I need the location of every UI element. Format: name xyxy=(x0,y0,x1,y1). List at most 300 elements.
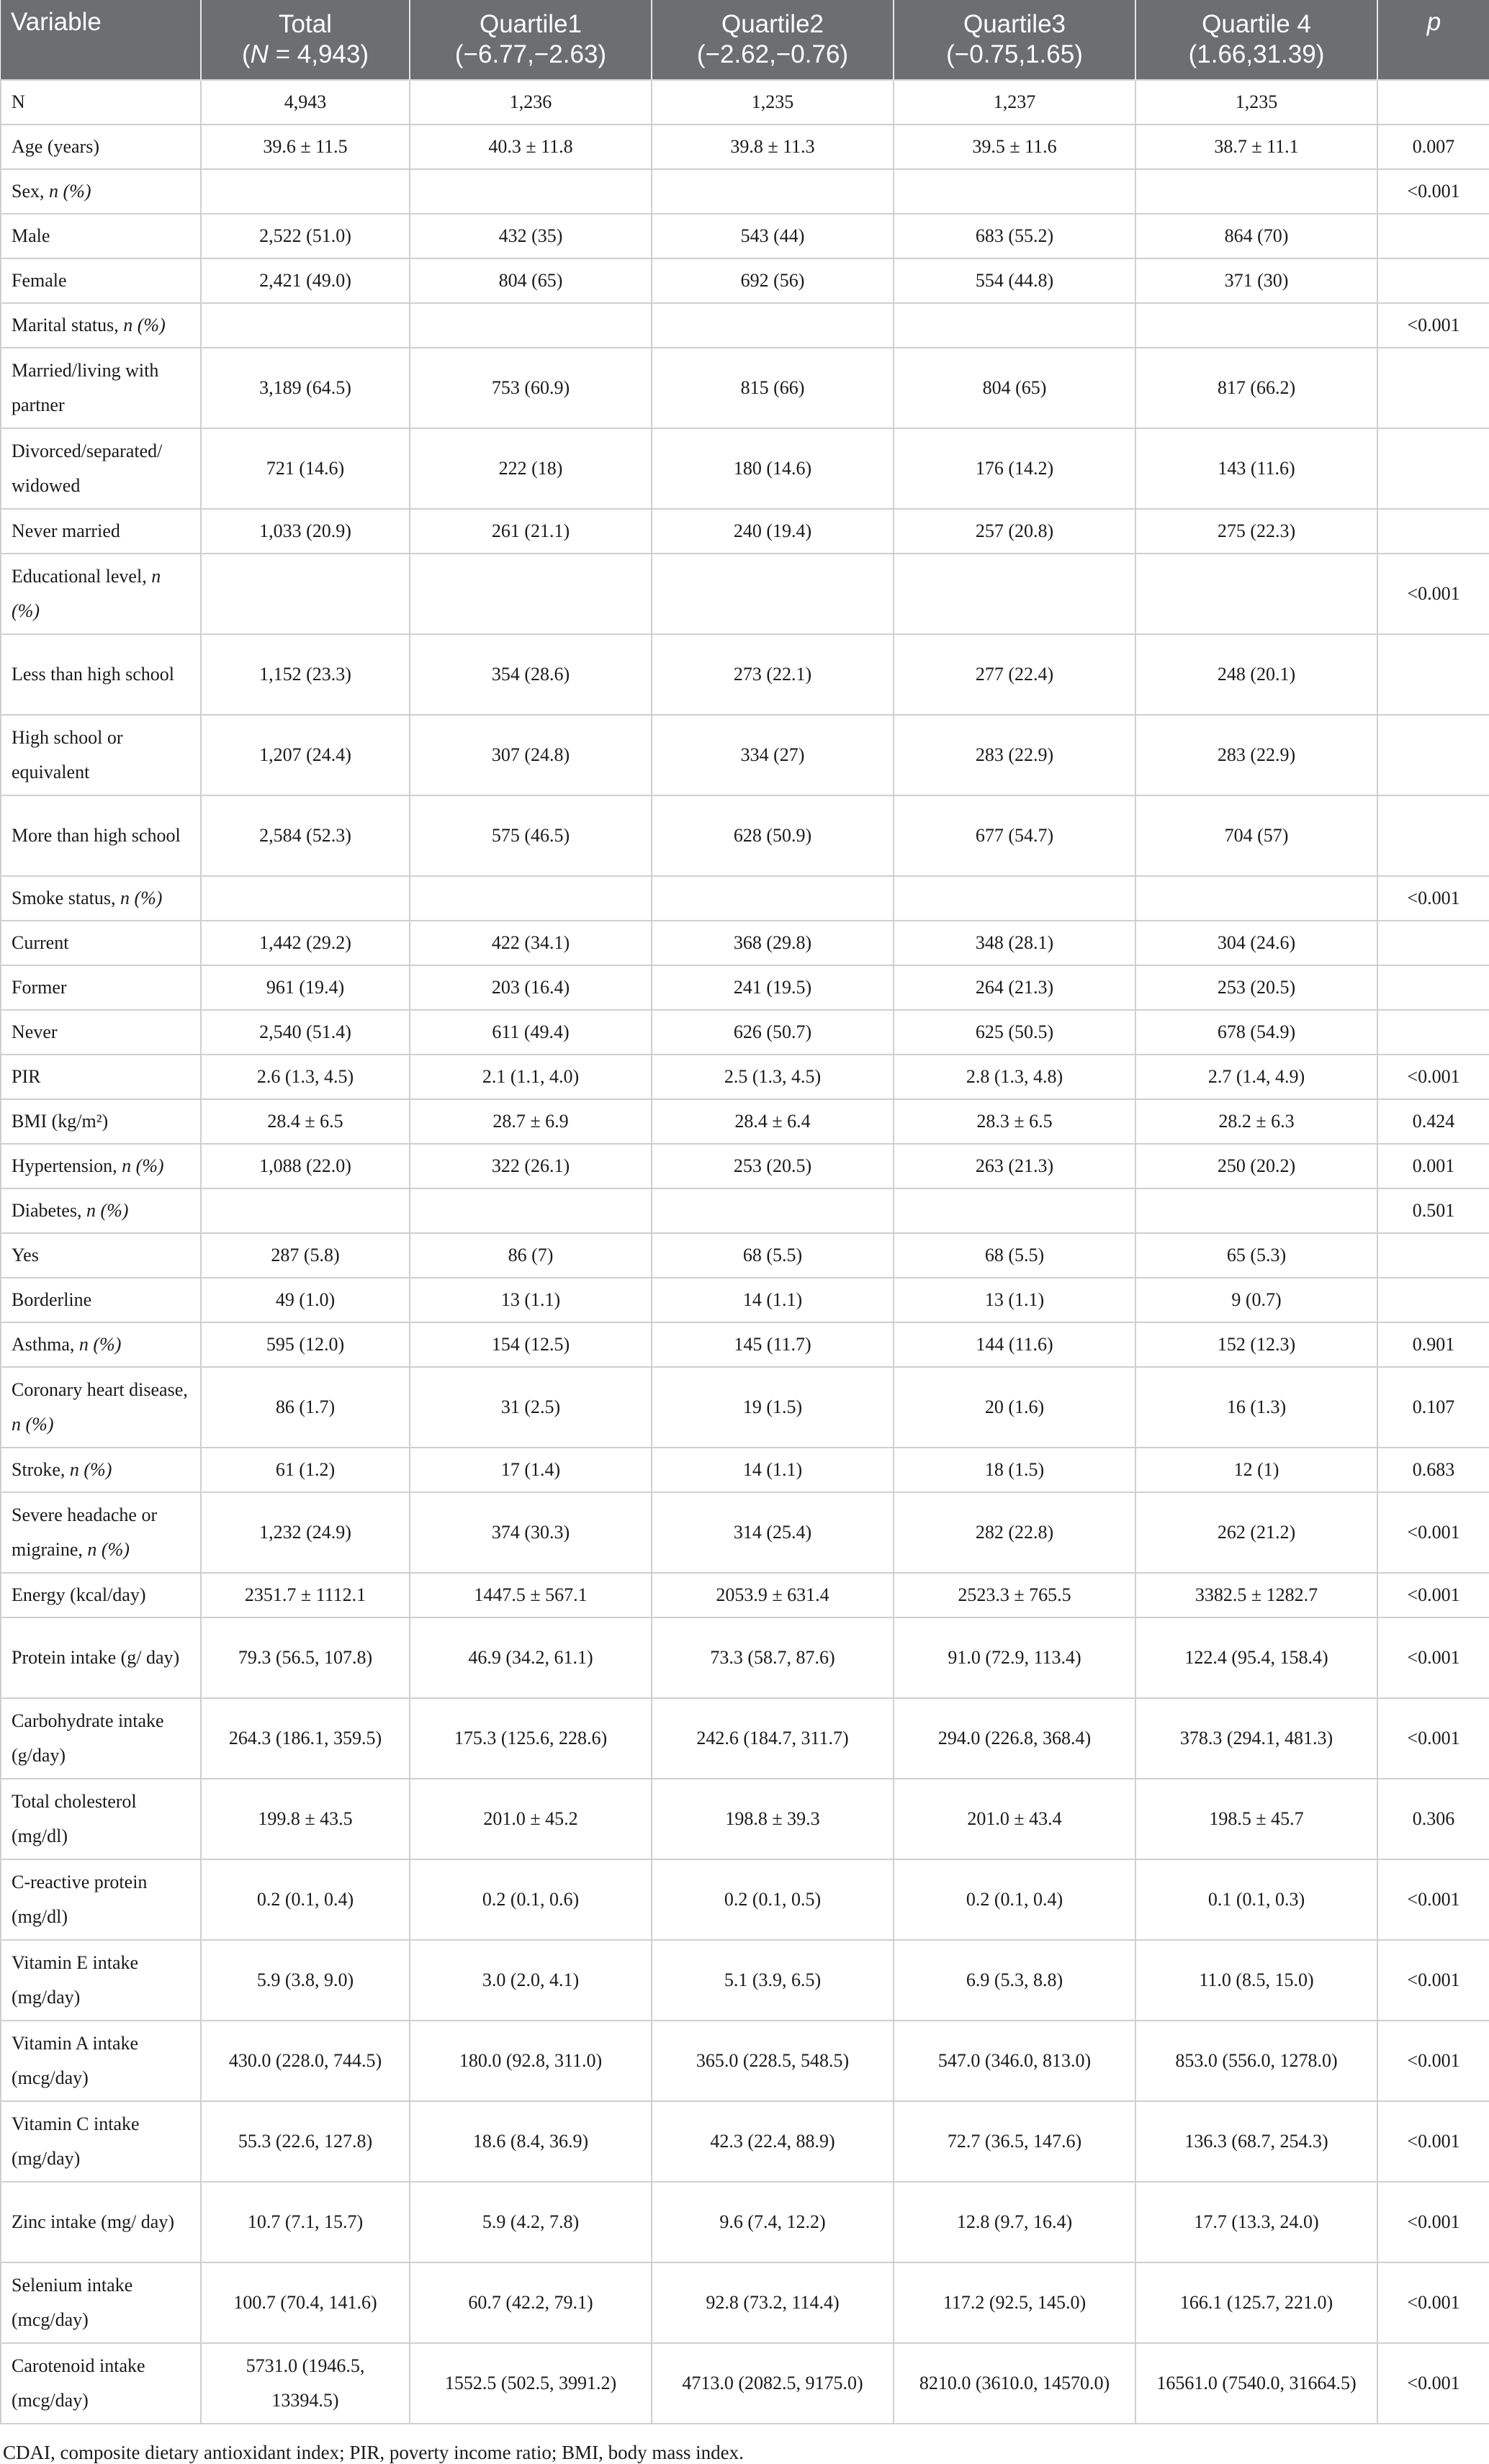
table-row xyxy=(1,795,1489,876)
row-variable-text: Married/living with partner xyxy=(12,360,159,415)
cell-quartile4: 1,235 xyxy=(1135,80,1377,125)
cell-total: 1,207 (24.4) xyxy=(201,715,410,795)
cell-p-value xyxy=(1377,1010,1489,1055)
table-row xyxy=(1,1233,1489,1278)
row-variable-text: Divorced/separated/ widowed xyxy=(12,441,163,496)
cell-quartile2: 14 (1.1) xyxy=(652,1448,894,1492)
header-quartile1-line2: (−6.77,−2.63) xyxy=(454,40,607,68)
cell-quartile3: 117.2 (92.5, 145.0) xyxy=(894,2262,1135,2343)
cell-p-value: <0.001 xyxy=(1377,2262,1489,2343)
cell-total: 2,522 (51.0) xyxy=(201,214,410,258)
row-variable-text: Stroke, xyxy=(12,1459,70,1480)
cell-quartile1: 422 (34.1) xyxy=(410,921,652,965)
cell-quartile3: 1,237 xyxy=(894,80,1135,125)
cell-quartile3: 625 (50.5) xyxy=(894,1010,1135,1055)
cell-p-value xyxy=(1377,921,1489,965)
table-row xyxy=(1,1448,1489,1492)
cell-quartile2: 273 (22.1) xyxy=(652,634,894,715)
cell-total: 961 (19.4) xyxy=(201,965,410,1010)
cell-total: 199.8 ± 43.5 xyxy=(201,1779,410,1859)
cell-quartile4: 678 (54.9) xyxy=(1135,1010,1377,1055)
cell-quartile4: 371 (30) xyxy=(1135,258,1377,303)
cell-quartile3: 282 (22.8) xyxy=(894,1492,1135,1573)
row-variable-label xyxy=(1,965,201,1010)
cell-quartile2: 5.1 (3.9, 6.5) xyxy=(652,1940,894,2021)
cell-quartile3: 547.0 (346.0, 813.0) xyxy=(894,2021,1135,2101)
table-body xyxy=(1,80,1489,2424)
table-row xyxy=(1,214,1489,258)
row-variable-label xyxy=(1,1322,201,1367)
cell-total xyxy=(201,1188,410,1233)
cell-quartile2: 42.3 (22.4, 88.9) xyxy=(652,2101,894,2182)
cell-quartile2: 73.3 (58.7, 87.6) xyxy=(652,1617,894,1698)
cell-quartile2: 2053.9 ± 631.4 xyxy=(652,1573,894,1617)
row-variable-text: Carbohydrate intake (g/day) xyxy=(12,1710,164,1766)
cell-quartile2: 9.6 (7.4, 12.2) xyxy=(652,2182,894,2262)
cell-quartile4 xyxy=(1135,169,1377,214)
cell-quartile3: 348 (28.1) xyxy=(894,921,1135,965)
cell-p-value: <0.001 xyxy=(1377,1617,1489,1698)
cell-quartile1 xyxy=(410,303,652,348)
cell-p-value: <0.001 xyxy=(1377,554,1489,634)
cell-total: 287 (5.8) xyxy=(201,1233,410,1278)
cell-total: 4,943 xyxy=(201,80,410,125)
table-row xyxy=(1,1144,1489,1188)
cell-quartile3 xyxy=(894,169,1135,214)
cell-quartile3: 28.3 ± 6.5 xyxy=(894,1099,1135,1144)
cell-quartile3: 554 (44.8) xyxy=(894,258,1135,303)
cell-quartile4: 65 (5.3) xyxy=(1135,1233,1377,1278)
row-variable-label xyxy=(1,1617,201,1698)
header-total xyxy=(201,0,410,80)
cell-total xyxy=(201,876,410,921)
cell-quartile2: 626 (50.7) xyxy=(652,1010,894,1055)
cell-p-value: <0.001 xyxy=(1377,1573,1489,1617)
table-row xyxy=(1,1698,1489,1779)
cell-quartile3 xyxy=(894,554,1135,634)
header-total-post: = 4,943) xyxy=(268,40,369,68)
cell-quartile1: 46.9 (34.2, 61.1) xyxy=(410,1617,652,1698)
table-row xyxy=(1,2182,1489,2262)
cell-quartile3: 176 (14.2) xyxy=(894,428,1135,509)
row-variable-label xyxy=(1,1698,201,1779)
cell-quartile2: 815 (66) xyxy=(652,348,894,428)
cell-total: 595 (12.0) xyxy=(201,1322,410,1367)
cell-p-value: <0.001 xyxy=(1377,876,1489,921)
row-variable-text: Male xyxy=(12,225,50,246)
table-row xyxy=(1,80,1489,125)
row-variable-label xyxy=(1,303,201,348)
cell-quartile3: 0.2 (0.1, 0.4) xyxy=(894,1859,1135,1940)
row-variable-text: Educational level, xyxy=(12,566,152,587)
cell-p-value: 0.424 xyxy=(1377,1099,1489,1144)
row-variable-label xyxy=(1,80,201,125)
row-variable-label xyxy=(1,715,201,795)
cell-p-value: <0.001 xyxy=(1377,1492,1489,1573)
header-p-label: p xyxy=(1426,8,1441,36)
cell-quartile1: 3.0 (2.0, 4.1) xyxy=(410,1940,652,2021)
table-row xyxy=(1,965,1489,1010)
cell-quartile1: 28.7 ± 6.9 xyxy=(410,1099,652,1144)
row-variable-text: Zinc intake (mg/ day) xyxy=(12,2211,174,2232)
table-row xyxy=(1,348,1489,428)
cell-total: 430.0 (228.0, 744.5) xyxy=(201,2021,410,2101)
row-variable-suffix: n (%) xyxy=(12,1414,54,1435)
row-variable-label xyxy=(1,509,201,554)
cell-quartile1: 13 (1.1) xyxy=(410,1278,652,1322)
row-variable-label xyxy=(1,1099,201,1144)
row-variable-text: PIR xyxy=(12,1066,41,1087)
cell-total: 2,584 (52.3) xyxy=(201,795,410,876)
table-row xyxy=(1,1278,1489,1322)
table-row xyxy=(1,2262,1489,2343)
cell-quartile1: 432 (35) xyxy=(410,214,652,258)
cell-p-value: 0.007 xyxy=(1377,125,1489,169)
row-variable-label xyxy=(1,1188,201,1233)
row-variable-text: Protein intake (g/ day) xyxy=(12,1647,180,1668)
cell-p-value: <0.001 xyxy=(1377,2101,1489,2182)
header-total-italic: N xyxy=(250,40,269,68)
cell-quartile2: 28.4 ± 6.4 xyxy=(652,1099,894,1144)
cell-quartile2: 4713.0 (2082.5, 9175.0) xyxy=(652,2343,894,2424)
cell-quartile1: 322 (26.1) xyxy=(410,1144,652,1188)
cell-quartile4: 28.2 ± 6.3 xyxy=(1135,1099,1377,1144)
row-variable-text: Vitamin A intake (mcg/day) xyxy=(12,2033,139,2088)
cell-quartile1: 60.7 (42.2, 79.1) xyxy=(410,2262,652,2343)
header-quartile2 xyxy=(652,0,894,80)
cell-quartile1: 354 (28.6) xyxy=(410,634,652,715)
cell-quartile1: 261 (21.1) xyxy=(410,509,652,554)
cell-quartile1: 17 (1.4) xyxy=(410,1448,652,1492)
cell-total: 79.3 (56.5, 107.8) xyxy=(201,1617,410,1698)
cell-quartile1: 1552.5 (502.5, 3991.2) xyxy=(410,2343,652,2424)
cell-total: 5731.0 (1946.5, 13394.5) xyxy=(201,2343,410,2424)
cell-quartile3: 18 (1.5) xyxy=(894,1448,1135,1492)
cell-quartile1: 180.0 (92.8, 311.0) xyxy=(410,2021,652,2101)
cell-quartile4: 136.3 (68.7, 254.3) xyxy=(1135,2101,1377,2182)
row-variable-label xyxy=(1,2182,201,2262)
cell-total: 100.7 (70.4, 141.6) xyxy=(201,2262,410,2343)
cell-quartile4: 16561.0 (7540.0, 31664.5) xyxy=(1135,2343,1377,2424)
cell-p-value: 0.306 xyxy=(1377,1779,1489,1859)
cell-quartile3: 677 (54.7) xyxy=(894,795,1135,876)
cell-quartile4: 304 (24.6) xyxy=(1135,921,1377,965)
row-variable-text: Asthma, xyxy=(12,1334,79,1355)
cell-total xyxy=(201,554,410,634)
cell-quartile1: 0.2 (0.1, 0.6) xyxy=(410,1859,652,1940)
header-total-pre: ( xyxy=(241,40,251,68)
table-row xyxy=(1,428,1489,509)
row-variable-label xyxy=(1,1940,201,2021)
table-row xyxy=(1,1099,1489,1144)
cell-quartile4: 253 (20.5) xyxy=(1135,965,1377,1010)
cell-quartile1: 1447.5 ± 567.1 xyxy=(410,1573,652,1617)
header-quartile2-line1: Quartile2 xyxy=(721,10,824,38)
cell-total: 39.6 ± 11.5 xyxy=(201,125,410,169)
cell-p-value: <0.001 xyxy=(1377,2182,1489,2262)
header-quartile4-line1: Quartile 4 xyxy=(1202,10,1311,38)
row-variable-label xyxy=(1,1055,201,1099)
row-variable-label xyxy=(1,1492,201,1573)
cell-quartile4: 250 (20.2) xyxy=(1135,1144,1377,1188)
row-variable-label xyxy=(1,1448,201,1492)
row-variable-text: Vitamin C intake (mg/day) xyxy=(12,2113,140,2169)
cell-p-value: 0.501 xyxy=(1377,1188,1489,1233)
cell-quartile1: 175.3 (125.6, 228.6) xyxy=(410,1698,652,1779)
table-row xyxy=(1,2101,1489,2182)
cell-quartile1: 575 (46.5) xyxy=(410,795,652,876)
table-row xyxy=(1,554,1489,634)
row-variable-label xyxy=(1,258,201,303)
cell-quartile1: 804 (65) xyxy=(410,258,652,303)
table-row xyxy=(1,2021,1489,2101)
cell-quartile1: 1,236 xyxy=(410,80,652,125)
cell-quartile2: 240 (19.4) xyxy=(652,509,894,554)
cell-quartile1: 18.6 (8.4, 36.9) xyxy=(410,2101,652,2182)
header-variable: Variable xyxy=(1,0,201,80)
cell-total: 1,232 (24.9) xyxy=(201,1492,410,1573)
cell-quartile2: 253 (20.5) xyxy=(652,1144,894,1188)
row-variable-text: Vitamin E intake (mg/day) xyxy=(12,1952,139,2008)
cell-quartile2: 368 (29.8) xyxy=(652,921,894,965)
row-variable-suffix: n (%) xyxy=(120,888,163,908)
row-variable-text: Current xyxy=(12,932,69,953)
cell-p-value: 0.107 xyxy=(1377,1367,1489,1448)
cell-quartile3: 283 (22.9) xyxy=(894,715,1135,795)
table-row xyxy=(1,125,1489,169)
row-variable-label xyxy=(1,1367,201,1448)
cell-total: 264.3 (186.1, 359.5) xyxy=(201,1698,410,1779)
table-row xyxy=(1,715,1489,795)
cell-quartile3: 2523.3 ± 765.5 xyxy=(894,1573,1135,1617)
cell-p-value xyxy=(1377,795,1489,876)
header-p-value xyxy=(1377,0,1489,80)
row-variable-text: Smoke status, xyxy=(12,888,120,908)
row-variable-suffix: n (%) xyxy=(86,1200,129,1221)
cell-total: 28.4 ± 6.5 xyxy=(201,1099,410,1144)
cell-quartile2: 68 (5.5) xyxy=(652,1233,894,1278)
table-footnote: CDAI, composite dietary antioxidant index; PIR, poverty income ratio; BMI, body mass index. xyxy=(3,2442,744,2463)
cell-quartile4: 152 (12.3) xyxy=(1135,1322,1377,1367)
cell-quartile2: 198.8 ± 39.3 xyxy=(652,1779,894,1859)
cell-quartile2: 1,235 xyxy=(652,80,894,125)
table-row xyxy=(1,634,1489,715)
cell-total xyxy=(201,169,410,214)
cell-quartile3: 277 (22.4) xyxy=(894,634,1135,715)
cell-p-value xyxy=(1377,965,1489,1010)
cell-p-value: <0.001 xyxy=(1377,2021,1489,2101)
table-row xyxy=(1,1492,1489,1573)
header-quartile1 xyxy=(410,0,652,80)
cell-total: 1,088 (22.0) xyxy=(201,1144,410,1188)
table-row xyxy=(1,1367,1489,1448)
row-variable-suffix: n (%) xyxy=(12,566,161,621)
cell-total: 5.9 (3.8, 9.0) xyxy=(201,1940,410,2021)
row-variable-text: Sex, xyxy=(12,181,49,202)
cell-quartile1 xyxy=(410,169,652,214)
cell-quartile2 xyxy=(652,303,894,348)
cell-quartile4: 17.7 (13.3, 24.0) xyxy=(1135,2182,1377,2262)
cell-quartile2: 365.0 (228.5, 548.5) xyxy=(652,2021,894,2101)
row-variable-text: Coronary heart disease, xyxy=(12,1379,188,1400)
cell-p-value xyxy=(1377,348,1489,428)
cell-quartile3: 13 (1.1) xyxy=(894,1278,1135,1322)
cell-quartile4: 11.0 (8.5, 15.0) xyxy=(1135,1940,1377,2021)
cell-quartile4 xyxy=(1135,876,1377,921)
cell-quartile4: 275 (22.3) xyxy=(1135,509,1377,554)
cell-quartile3: 6.9 (5.3, 8.8) xyxy=(894,1940,1135,2021)
row-variable-suffix: n (%) xyxy=(78,1334,122,1355)
row-variable-text: Yes xyxy=(12,1245,39,1265)
cell-quartile3: 263 (21.3) xyxy=(894,1144,1135,1188)
row-variable-suffix: n (%) xyxy=(123,315,166,335)
cell-quartile4: 198.5 ± 45.7 xyxy=(1135,1779,1377,1859)
cell-quartile3: 72.7 (36.5, 147.6) xyxy=(894,2101,1135,2182)
cell-quartile2: 242.6 (184.7, 311.7) xyxy=(652,1698,894,1779)
table-row xyxy=(1,1188,1489,1233)
row-variable-suffix: n (%) xyxy=(87,1539,130,1560)
cell-quartile2: 0.2 (0.1, 0.5) xyxy=(652,1859,894,1940)
cell-quartile4: 817 (66.2) xyxy=(1135,348,1377,428)
cell-p-value xyxy=(1377,634,1489,715)
cell-quartile4: 9 (0.7) xyxy=(1135,1278,1377,1322)
row-variable-label xyxy=(1,921,201,965)
row-variable-text: Energy (kcal/day) xyxy=(12,1584,146,1605)
cell-quartile1: 222 (18) xyxy=(410,428,652,509)
cell-p-value: 0.001 xyxy=(1377,1144,1489,1188)
cell-p-value xyxy=(1377,258,1489,303)
cell-quartile2 xyxy=(652,554,894,634)
cell-quartile3: 294.0 (226.8, 368.4) xyxy=(894,1698,1135,1779)
row-variable-label xyxy=(1,125,201,169)
cell-quartile3: 91.0 (72.9, 113.4) xyxy=(894,1617,1135,1698)
cell-quartile1: 753 (60.9) xyxy=(410,348,652,428)
cell-p-value xyxy=(1377,1278,1489,1322)
cell-quartile1: 86 (7) xyxy=(410,1233,652,1278)
row-variable-text: N xyxy=(12,91,25,112)
row-variable-label xyxy=(1,1144,201,1188)
table-row xyxy=(1,169,1489,214)
cell-quartile2 xyxy=(652,1188,894,1233)
header-quartile3-line2: (−0.75,1.65) xyxy=(946,40,1083,68)
row-variable-text: Borderline xyxy=(12,1289,92,1310)
table-row xyxy=(1,1055,1489,1099)
table-row xyxy=(1,1322,1489,1367)
cell-quartile4: 3382.5 ± 1282.7 xyxy=(1135,1573,1377,1617)
cell-quartile1 xyxy=(410,876,652,921)
row-variable-text: Hypertension, xyxy=(12,1155,122,1176)
cell-quartile2: 180 (14.6) xyxy=(652,428,894,509)
cell-quartile2: 2.5 (1.3, 4.5) xyxy=(652,1055,894,1099)
row-variable-text: Carotenoid intake (mcg/day) xyxy=(12,2355,145,2411)
cell-p-value: <0.001 xyxy=(1377,169,1489,214)
cell-quartile4: 122.4 (95.4, 158.4) xyxy=(1135,1617,1377,1698)
table-row xyxy=(1,509,1489,554)
row-variable-text: BMI (kg/m²) xyxy=(12,1111,109,1132)
cell-quartile2: 145 (11.7) xyxy=(652,1322,894,1367)
cell-quartile1: 201.0 ± 45.2 xyxy=(410,1779,652,1859)
row-variable-label xyxy=(1,214,201,258)
row-variable-suffix: n (%) xyxy=(122,1155,164,1176)
cell-quartile1: 611 (49.4) xyxy=(410,1010,652,1055)
cell-quartile4: 283 (22.9) xyxy=(1135,715,1377,795)
cell-quartile1: 154 (12.5) xyxy=(410,1322,652,1367)
table-row xyxy=(1,1010,1489,1055)
cell-quartile3: 12.8 (9.7, 16.4) xyxy=(894,2182,1135,2262)
cell-quartile1: 203 (16.4) xyxy=(410,965,652,1010)
table-row xyxy=(1,1617,1489,1698)
cell-quartile3: 39.5 ± 11.6 xyxy=(894,125,1135,169)
row-variable-label xyxy=(1,1573,201,1617)
cell-total: 2351.7 ± 1112.1 xyxy=(201,1573,410,1617)
row-variable-text: Never married xyxy=(12,520,120,541)
cell-quartile4: 38.7 ± 11.1 xyxy=(1135,125,1377,169)
cell-quartile4: 16 (1.3) xyxy=(1135,1367,1377,1448)
cell-total: 49 (1.0) xyxy=(201,1278,410,1322)
row-variable-label xyxy=(1,876,201,921)
cell-quartile2: 314 (25.4) xyxy=(652,1492,894,1573)
cell-quartile2: 241 (19.5) xyxy=(652,965,894,1010)
cell-quartile1: 374 (30.3) xyxy=(410,1492,652,1573)
cell-quartile4: 864 (70) xyxy=(1135,214,1377,258)
cell-p-value xyxy=(1377,80,1489,125)
cell-quartile2: 543 (44) xyxy=(652,214,894,258)
cell-quartile4: 12 (1) xyxy=(1135,1448,1377,1492)
row-variable-text: Age (years) xyxy=(12,136,99,157)
cell-quartile4: 166.1 (125.7, 221.0) xyxy=(1135,2262,1377,2343)
row-variable-label xyxy=(1,795,201,876)
header-quartile1-line1: Quartile1 xyxy=(479,10,582,38)
row-variable-text: Female xyxy=(12,270,67,291)
cell-p-value: <0.001 xyxy=(1377,1940,1489,2021)
cell-quartile2: 334 (27) xyxy=(652,715,894,795)
cell-p-value: <0.001 xyxy=(1377,1055,1489,1099)
row-variable-text: Diabetes, xyxy=(12,1200,86,1221)
header-total-line1: Total xyxy=(279,10,332,38)
header-total-line2 xyxy=(209,40,402,70)
row-variable-label xyxy=(1,1859,201,1940)
header-quartile4 xyxy=(1135,0,1377,80)
row-variable-label xyxy=(1,1010,201,1055)
row-variable-text: High school or equivalent xyxy=(12,727,123,782)
row-variable-label xyxy=(1,1779,201,1859)
row-variable-label xyxy=(1,2021,201,2101)
table-row xyxy=(1,1573,1489,1617)
cell-p-value xyxy=(1377,715,1489,795)
cell-p-value: 0.901 xyxy=(1377,1322,1489,1367)
header-row xyxy=(1,0,1489,80)
cell-quartile2: 92.8 (73.2, 114.4) xyxy=(652,2262,894,2343)
cell-quartile3: 8210.0 (3610.0, 14570.0) xyxy=(894,2343,1135,2424)
cell-total: 1,033 (20.9) xyxy=(201,509,410,554)
cell-p-value: <0.001 xyxy=(1377,1859,1489,1940)
cell-quartile1: 2.1 (1.1, 4.0) xyxy=(410,1055,652,1099)
cell-quartile2: 692 (56) xyxy=(652,258,894,303)
cell-quartile3: 804 (65) xyxy=(894,348,1135,428)
cell-quartile3: 68 (5.5) xyxy=(894,1233,1135,1278)
row-variable-text: C-reactive protein (mg/dl) xyxy=(12,1872,148,1927)
row-variable-text: Less than high school xyxy=(12,664,175,685)
row-variable-text: More than high school xyxy=(12,825,181,846)
row-variable-label xyxy=(1,2101,201,2182)
cell-quartile3 xyxy=(894,1188,1135,1233)
cell-quartile1 xyxy=(410,1188,652,1233)
cell-p-value xyxy=(1377,214,1489,258)
cell-quartile3 xyxy=(894,303,1135,348)
cell-quartile4: 143 (11.6) xyxy=(1135,428,1377,509)
cell-p-value: <0.001 xyxy=(1377,1698,1489,1779)
table-row xyxy=(1,303,1489,348)
